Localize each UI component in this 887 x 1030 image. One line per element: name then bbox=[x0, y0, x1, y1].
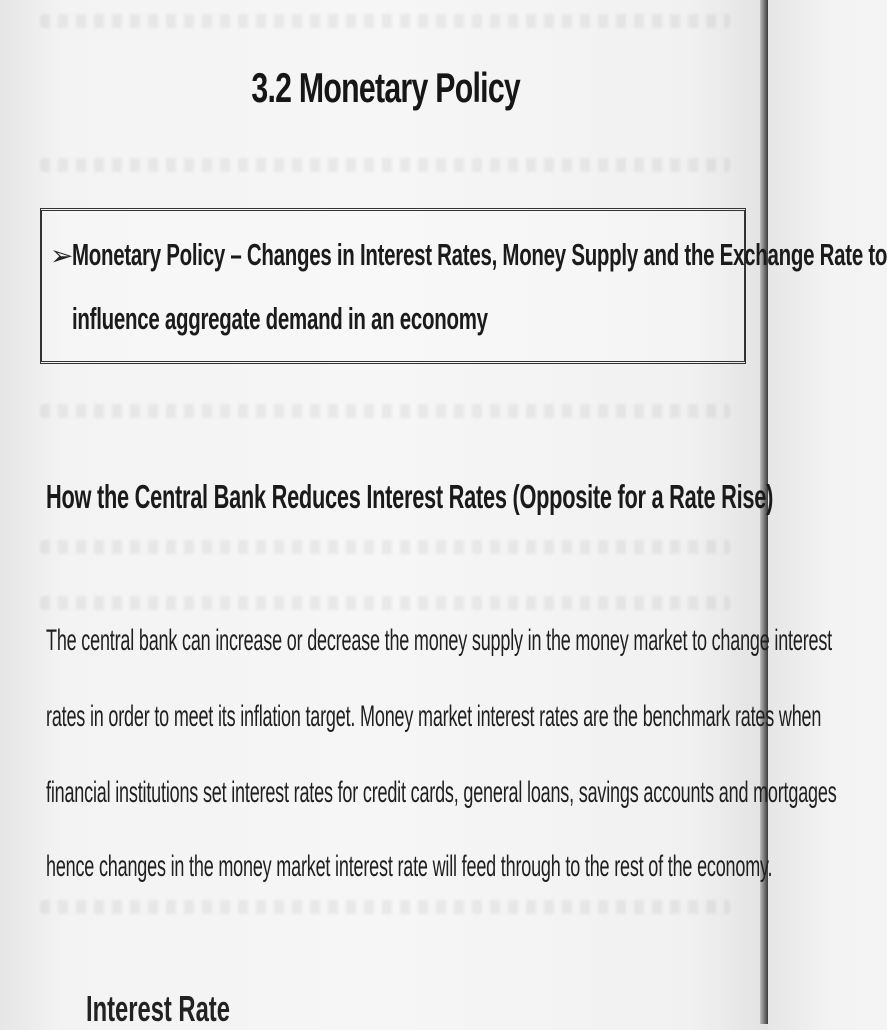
paragraph-line-4: hence changes in the money market interest rate will feed through to the rest of the economy. bbox=[46, 850, 773, 883]
show-through-band bbox=[40, 404, 730, 418]
show-through-band bbox=[40, 900, 730, 914]
paragraph-line-1: The central bank can increase or decrease the money supply in the money market to change interest bbox=[46, 624, 832, 657]
show-through-band bbox=[40, 14, 730, 28]
show-through-band bbox=[40, 158, 730, 172]
page-title: 3.2 Monetary Policy bbox=[251, 64, 521, 111]
definition-box bbox=[40, 208, 887, 364]
arrow-bullet-icon: ➢ bbox=[50, 240, 74, 271]
show-through-band bbox=[40, 596, 730, 610]
definition-line-1: Monetary Policy – Changes in Interest Rates, Money Supply and the Exchange Rate to bbox=[72, 237, 887, 272]
next-heading: Interest Rate bbox=[86, 988, 230, 1029]
section-heading: How the Central Bank Reduces Interest Rates (Opposite for a Rate Rise) bbox=[46, 478, 774, 515]
definition-line-2: influence aggregate demand in an economy bbox=[72, 301, 488, 336]
paragraph-line-3: financial institutions set interest rates for credit cards, general loans, savings accounts and mortgages bbox=[46, 776, 837, 809]
paragraph-line-2: rates in order to meet its inflation target. Money market interest rates are the benchmark rates when bbox=[46, 700, 822, 733]
show-through-band bbox=[40, 540, 730, 554]
